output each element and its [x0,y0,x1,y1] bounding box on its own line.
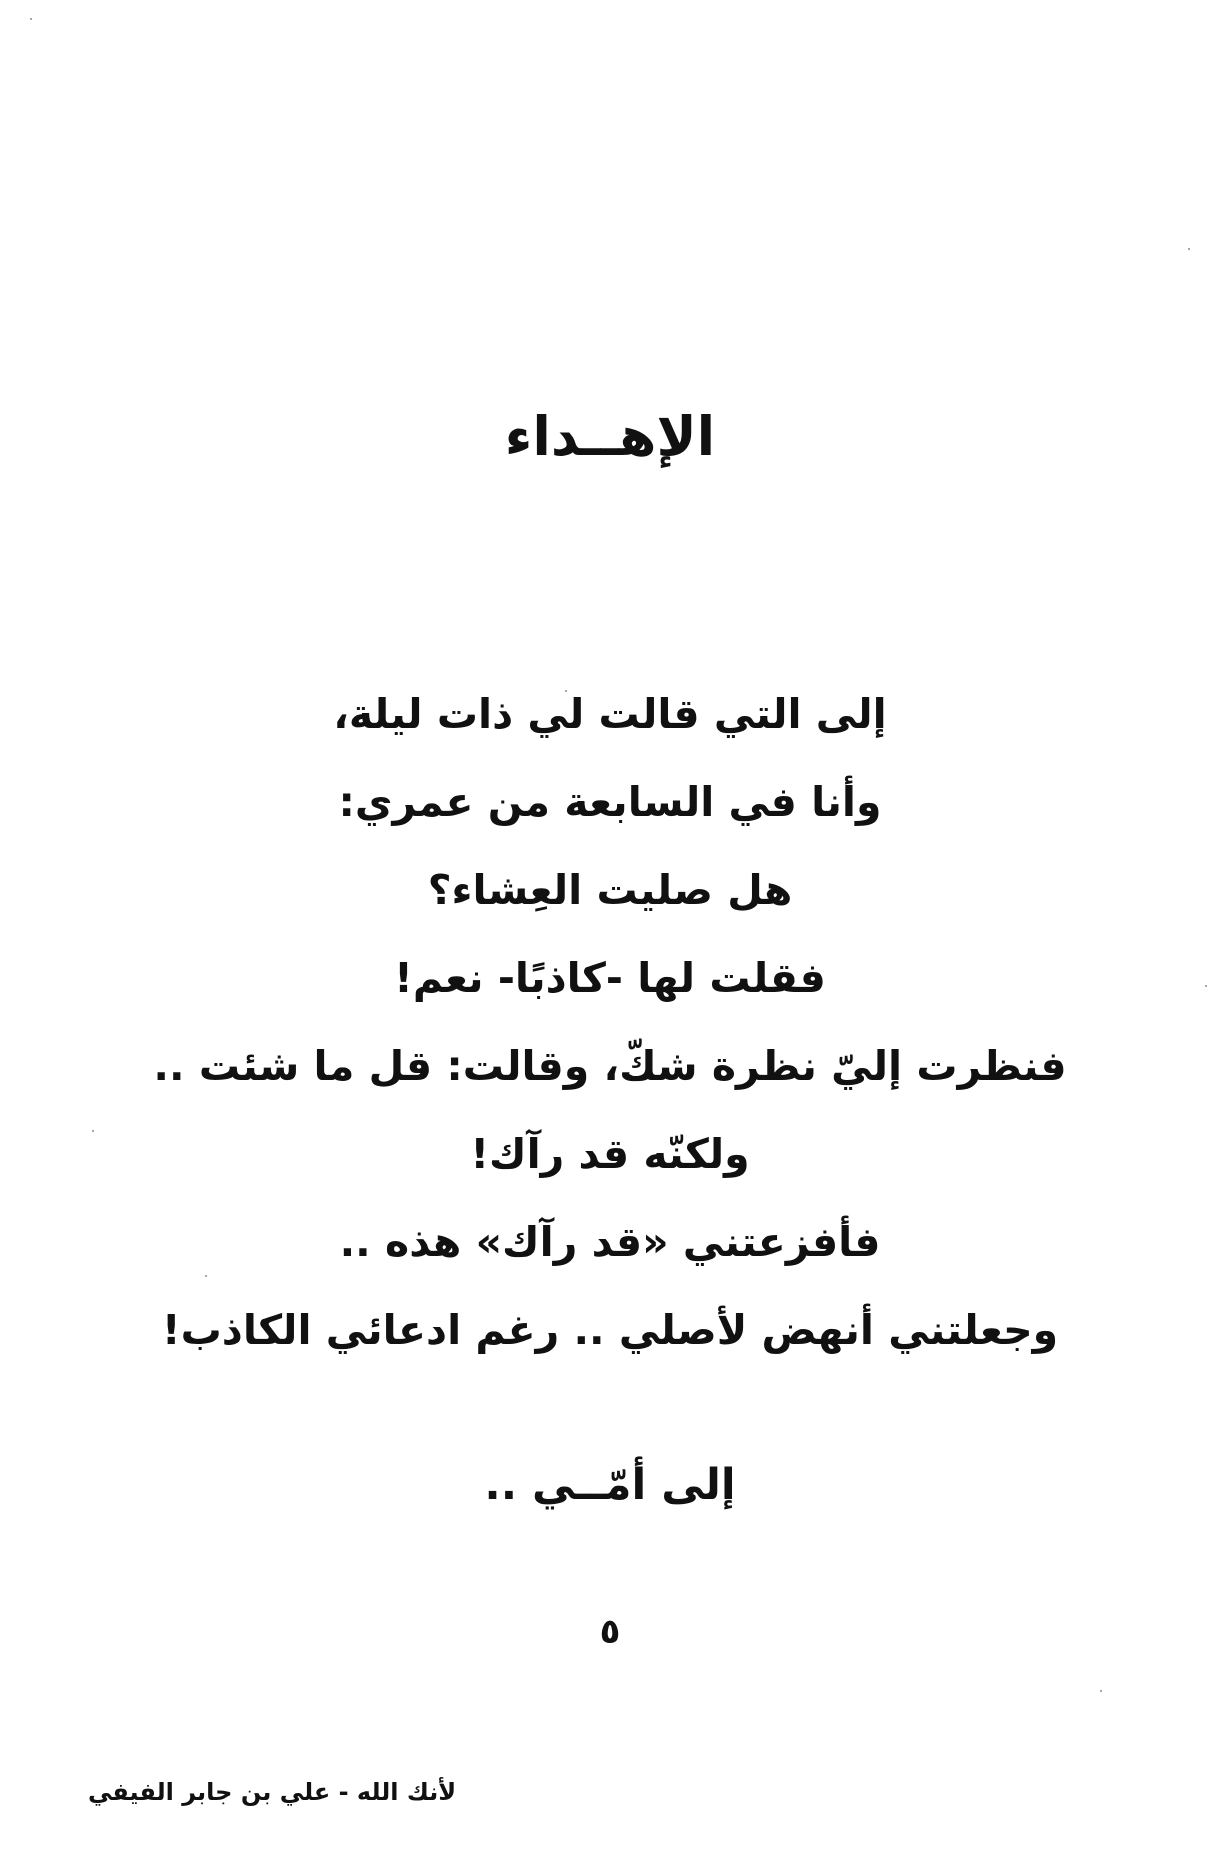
closing-line: إلى أمّــي .. [484,1460,736,1510]
poem-line: ولكنّه قد رآك! [470,1130,750,1178]
poem-line: هل صليت العِشاء؟ [427,866,793,914]
scan-speck [1100,1690,1102,1692]
poem-line: فأفزعتني «قد رآك» هذه .. [339,1218,881,1266]
dedication-poem [0,670,1220,1374]
scan-speck [1188,248,1190,250]
poem-line: وجعلتني أنهض لأصلي .. رغم ادعائي الكاذب! [161,1306,1059,1354]
poem-line: فقلت لها -كاذبًا- نعم! [394,954,826,1002]
poem-line: وأنا في السابعة من عمري: [338,778,882,826]
page-title: الإهــداء [504,405,716,468]
poem-line: فنظرت إليّ نظرة شكّ، وقالت: قل ما شئت .. [153,1042,1067,1090]
running-footer: لأنك الله - علي بن جابر الفيفي [88,1778,457,1806]
poem-line: إلى التي قالت لي ذات ليلة، [333,690,887,738]
scan-speck [30,18,32,20]
page-number: ٥ [599,1612,621,1652]
